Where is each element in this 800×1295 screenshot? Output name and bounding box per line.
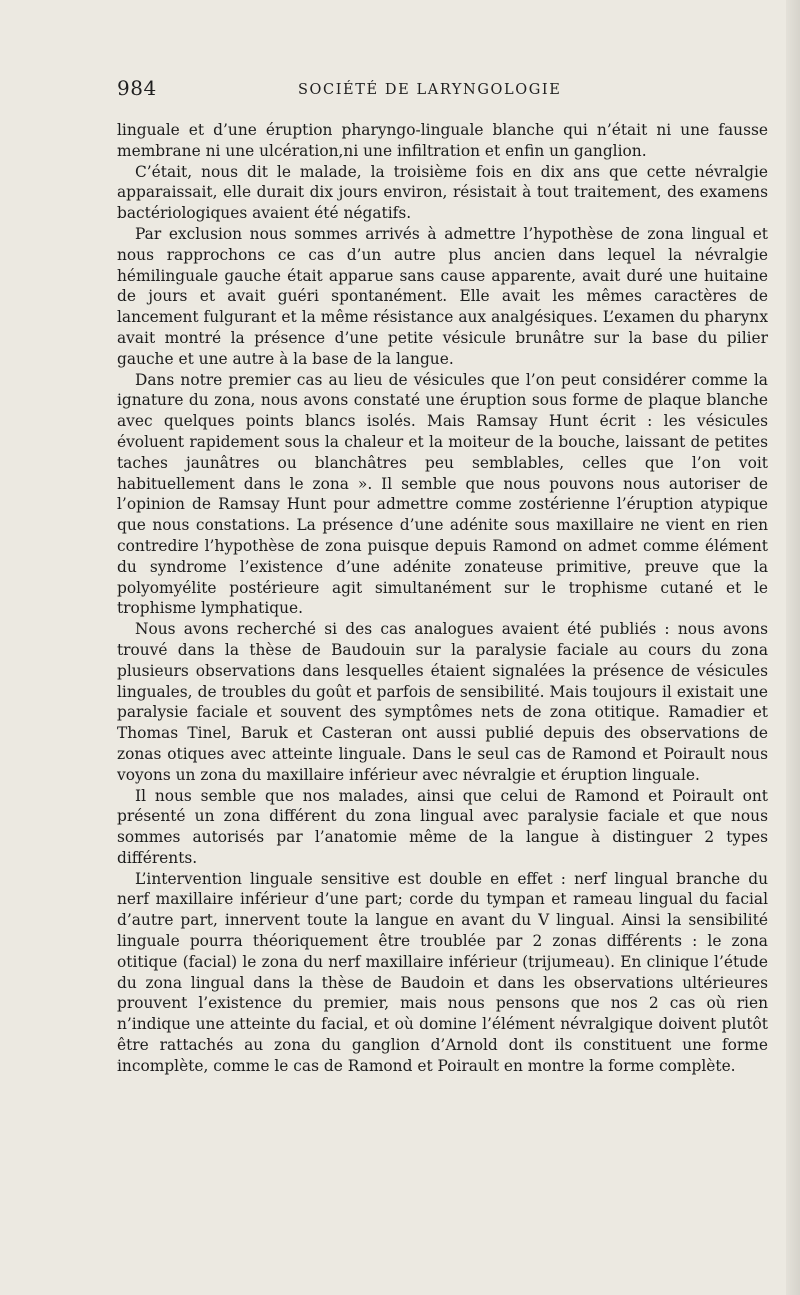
paragraph: Nous avons recherché si des cas analogues avaient été publiés : nous avons trouvé dans la thèse de Baudouin sur la paralysie faciale au cours du zona plusieurs observations dans lesquelles étaient signalées la présence de vésicules linguales, de troubles du goût et parfois de sensibilité. Mais toujours il existait une paralysie faciale et souvent des symptômes nets de zona otitique. Ramadier et Thomas Tinel, Baruk et Casteran ont aussi publié depuis des observations de zonas otiques avec atteinte linguale. Dans le seul cas de Ramond et Poirault nous voyons un zona du maxillaire inférieur avec névralgie et éruption linguale. [117,620,768,784]
page-edge-shadow [786,0,800,1295]
paragraph: linguale et d’une éruption pharyngo-linguale blanche qui n’était ni une fausse membrane ni une ulcération,ni une infiltration et enfin un ganglion. [117,121,768,160]
paragraph: C’était, nous dit le malade, la troisième fois en dix ans que cette névralgie apparaissait, elle durait dix jours environ, résistait à tout traitement, des examens bactériologiques avaient été négatifs. [117,162,768,223]
paragraph: Dans notre premier cas au lieu de vésicules que l’on peut considérer comme la ignature du zona, nous avons constaté une éruption sous forme de plaque blanche avec quelques points blancs isolés. Mais Ramsay Hunt écrit : les vésicules évoluent rapidement sous la chaleur et la moiteur de la bouche, laissant de petites taches jaunâtres ou blanchâtres peu semblables, celles que l’on voit habituellement dans le zona ». Il semble que nous pouvons nous autoriser de l’opinion de Ramsay Hunt pour admettre comme zostérienne l’éruption atypique que nous constations. La présence d’une adénite sous maxillaire ne vient en rien contredire l’hypothèse de zona puisque depuis Ramond on admet comme élément du syndrome l’existence d’une adénite zonateuse primitive, preuve que la polyomyélite postérieure agit simultanément sur le trophisme cutané et le trophisme lymphatique. [117,370,768,618]
paragraph: L’intervention linguale sensitive est double en effet : nerf lingual branche du nerf maxillaire inférieur d’une part; corde du tympan et rameau lingual du facial d’autre part, innervent toute la langue en avant du V lingual. Ainsi la sensibilité linguale pourra théoriquement être troublée par 2 zonas différents : le zona otitique (facial) le zona du nerf maxillaire inférieur (trijumeau). En clinique l’étude du zona lingual dans la thèse de Baudoin et dans les observations ultérieures prouvent l’existence du premier, mais nous pensons que nos 2 cas où rien n’indique une atteinte du facial, et où domine l’élément névralgique doivent plutôt être rattachés au zona du ganglion d’Arnold dont ils constituent une forme incomplète, comme le cas de Ramond et Poirault en montre la forme complète. [117,869,768,1075]
page-header [117,76,697,106]
page-number: 984 [117,76,157,100]
paragraph: Il nous semble que nos malades, ainsi que celui de Ramond et Poirault ont présenté un zona différent du zona lingual avec paralysie faciale et que nous sommes autorisés par l’anatomie même de la langue à distinguer 2 types différents. [117,786,768,867]
article-body [117,120,768,1077]
running-title: SOCIÉTÉ DE LARYNGOLOGIE [298,82,562,98]
paragraph: Par exclusion nous sommes arrivés à admettre l’hypothèse de zona lingual et nous rapprochons ce cas d’un autre plus ancien dans lequel la névralgie hémilinguale gauche était apparue sans cause apparente, avait duré une huitaine de jours et avait guéri spontanément. Elle avait les mêmes caractères de lancement fulgurant et la même résistance aux analgésiques. L’examen du pharynx avait montré la présence d’une petite vésicule brunâtre sur la base du pilier gauche et une autre à la base de la langue. [117,224,768,368]
